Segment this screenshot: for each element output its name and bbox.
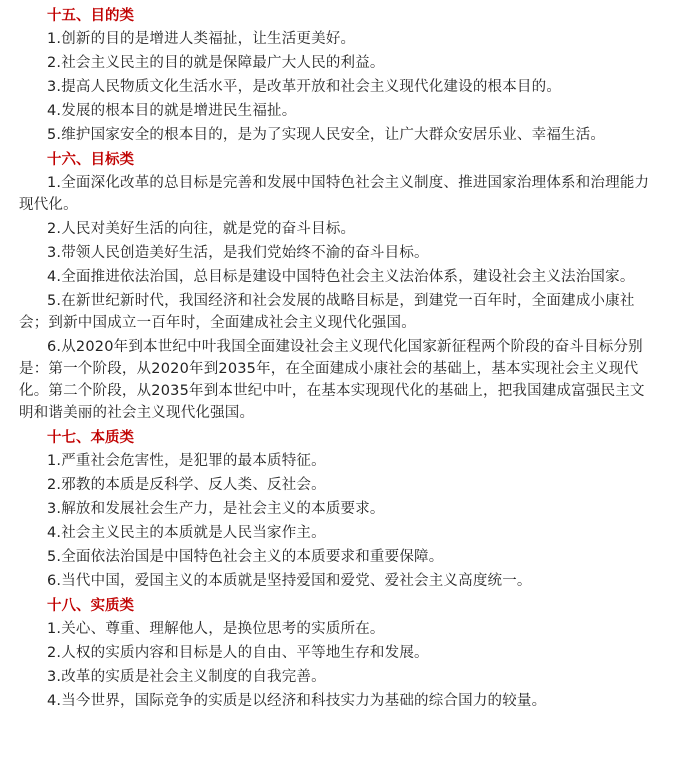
list-item: 5.在新世纪新时代，我国经济和社会发展的战略目标是，到建党一百年时，全面建成小康社会；到新中国成立一百年时，全面建成社会主义现代化强国。: [19, 293, 635, 331]
section-title: 十七、本质类: [47, 430, 134, 446]
list-item: 3.改革的实质是社会主义制度的自我完善。: [47, 669, 326, 685]
list-item: 2.社会主义民主的目的就是保障最广大人民的利益。: [47, 55, 385, 71]
list-item: 1.创新的目的是增进人类福扯，让生活更美好。: [47, 31, 356, 47]
section-essence: [19, 426, 655, 592]
list-item: 5.全面依法治国是中国特色社会主义的本质要求和重要保障。: [47, 549, 444, 565]
list-item: 3.解放和发展社会生产力，是社会主义的本质要求。: [47, 501, 385, 517]
list-item: 4.当今世界，国际竞争的实质是以经济和科技实力为基础的综合国力的较量。: [47, 693, 547, 709]
list-item: 4.社会主义民主的本质就是人民当家作主。: [47, 525, 326, 541]
list-item: 3.提高人民物质文化生活水平，是改革开放和社会主义现代化建设的根本目的。: [47, 79, 562, 95]
section-title: 十五、目的类: [47, 8, 134, 24]
list-item: 1.关心、尊重、理解他人，是换位思考的实质所在。: [47, 621, 385, 637]
list-item: 3.带领人民创造美好生活，是我们党始终不渝的奋斗目标。: [47, 245, 429, 261]
list-item: 2.邪教的本质是反科学、反人类、反社会。: [47, 477, 326, 493]
list-item: 1.全面深化改革的总目标是完善和发展中国特色社会主义制度、推进国家治理体系和治理能力现代化。: [19, 175, 650, 213]
list-item: 1.严重社会危害性，是犯罪的最本质特征。: [47, 453, 326, 469]
section-goal: [19, 148, 655, 424]
list-item: 4.发展的根本目的就是增进民生福扯。: [47, 103, 297, 119]
list-item: 2.人民对美好生活的向往，就是党的奋斗目标。: [47, 221, 356, 237]
list-item: 6.从2020年到本世纪中叶我国全面建设社会主义现代化国家新征程两个阶段的奋斗目标分别是：第一个阶段，从2020年到2035年，在全面建成小康社会的基础上，基本实现社会主义现代化。第二个阶段，从2035年到本世纪中叶，在基本实现现代化的基础上，把我国建成富强民主文明和谐美丽的社会主义现代化强国。: [19, 339, 645, 421]
section-purpose: [19, 4, 655, 146]
section-substance: [19, 594, 655, 712]
list-item: 6.当代中国，爱国主义的本质就是坚持爱国和爱党、爱社会主义高度统一。: [47, 573, 532, 589]
list-item: 5.维护国家安全的根本目的，是为了实现人民安全，让广大群众安居乐业、幸福生活。: [47, 127, 606, 143]
section-title: 十六、目标类: [47, 152, 134, 168]
list-item: 2.人权的实质内容和目标是人的自由、平等地生存和发展。: [47, 645, 429, 661]
section-title: 十八、实质类: [47, 598, 134, 614]
list-item: 4.全面推进依法治国，总目标是建设中国特色社会主义法治体系，建设社会主义法治国家。: [47, 269, 635, 285]
